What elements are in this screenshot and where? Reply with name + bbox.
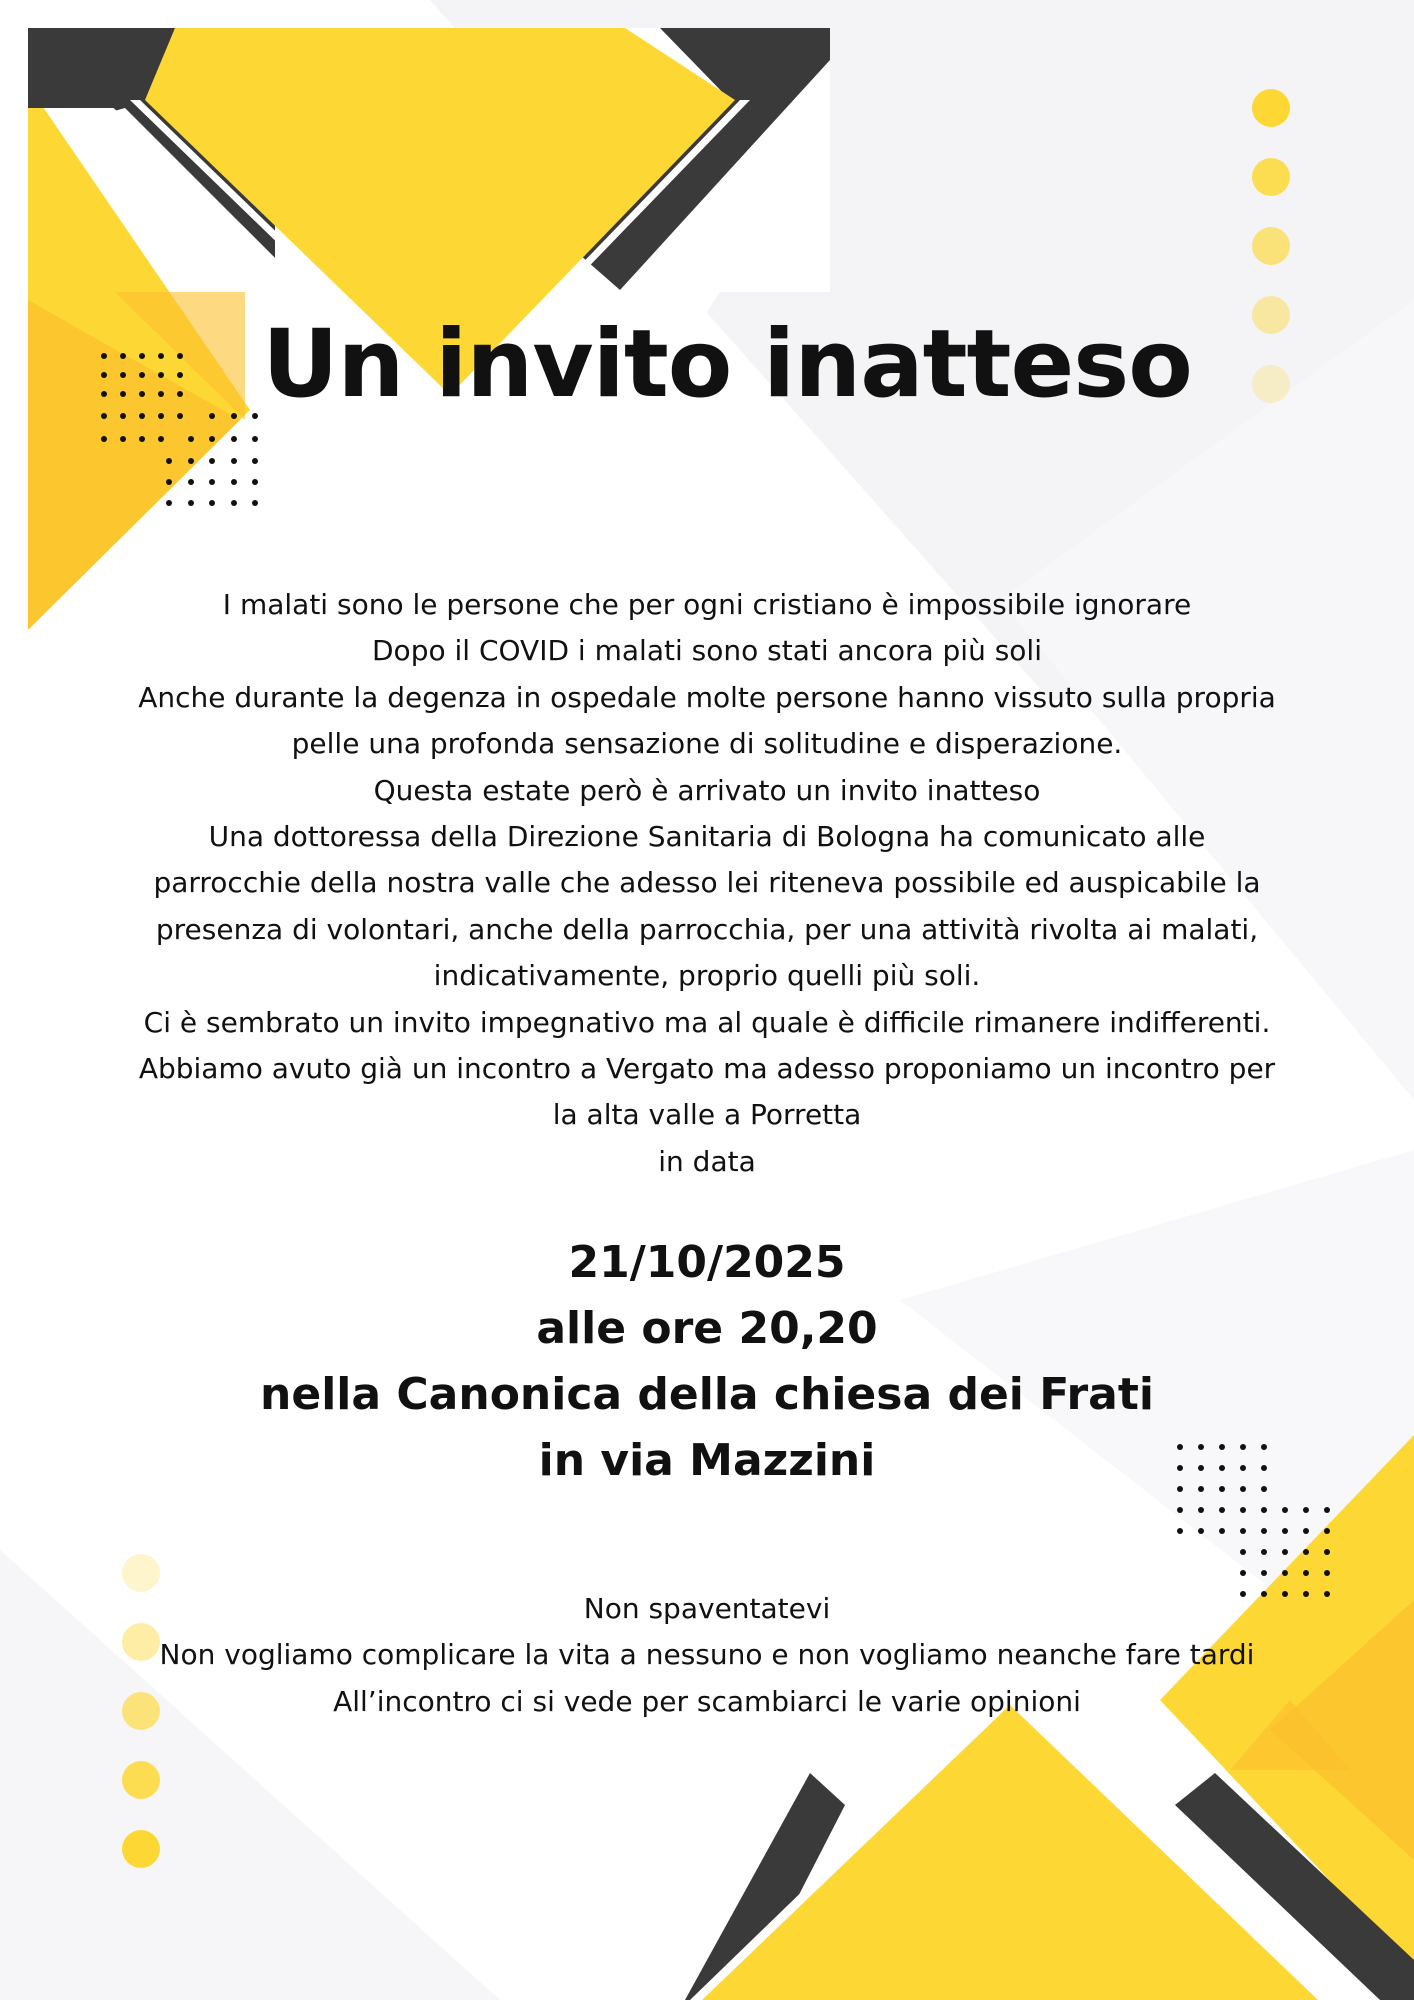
closing-line: All’incontro ci si vede per scambiarci le varie opinioni	[333, 1684, 1081, 1718]
body-line: I malati sono le persone che per ogni cristiano è impossibile ignorare	[222, 588, 1192, 621]
event-details	[0, 1230, 1414, 1494]
intro-paragraph	[70, 582, 1344, 1185]
body-line: Abbiamo avuto già un incontro a Vergato ma adesso proponiamo un incontro per	[138, 1052, 1276, 1086]
closing-paragraph	[0, 1586, 1414, 1725]
body-line: parrocchie della nostra valle che adesso lei riteneva possibile ed auspicabile la	[153, 866, 1261, 900]
body-line: Anche durante la degenza in ospedale molte persone hanno vissuto sulla propria	[138, 680, 1276, 714]
body-line: in data	[658, 1144, 756, 1178]
body-line: la alta valle a Porretta	[552, 1098, 862, 1132]
closing-line: Non spaventatevi	[583, 1592, 831, 1625]
body-line: presenza di volontari, anche della parrocchia, per una attività rivolta ai malati,	[155, 912, 1259, 946]
body-line: Questa estate però è arrivato un invito inatteso	[373, 773, 1041, 807]
event-street: in via Mazzini	[538, 1435, 876, 1486]
body-line: indicativamente, proprio quelli più soli.	[433, 959, 981, 993]
body-line: pelle una profonda sensazione di solitudine e disperazione.	[291, 727, 1123, 761]
event-date: 21/10/2025	[568, 1237, 846, 1288]
body-line: Una dottoressa della Direzione Sanitaria di Bologna ha comunicato alle	[208, 820, 1206, 854]
poster-title: Un invito inatteso	[262, 310, 1192, 419]
closing-line: Non vogliamo complicare la vita a nessuno e non vogliamo neanche fare tardi	[159, 1638, 1255, 1672]
event-place: nella Canonica della chiesa dei Frati	[260, 1369, 1154, 1420]
body-line: Ci è sembrato un invito impegnativo ma al quale è difficile rimanere indifferenti.	[143, 1005, 1271, 1039]
body-line: Dopo il COVID i malati sono stati ancora più soli	[372, 634, 1042, 668]
event-time: alle ore 20,20	[536, 1303, 878, 1354]
